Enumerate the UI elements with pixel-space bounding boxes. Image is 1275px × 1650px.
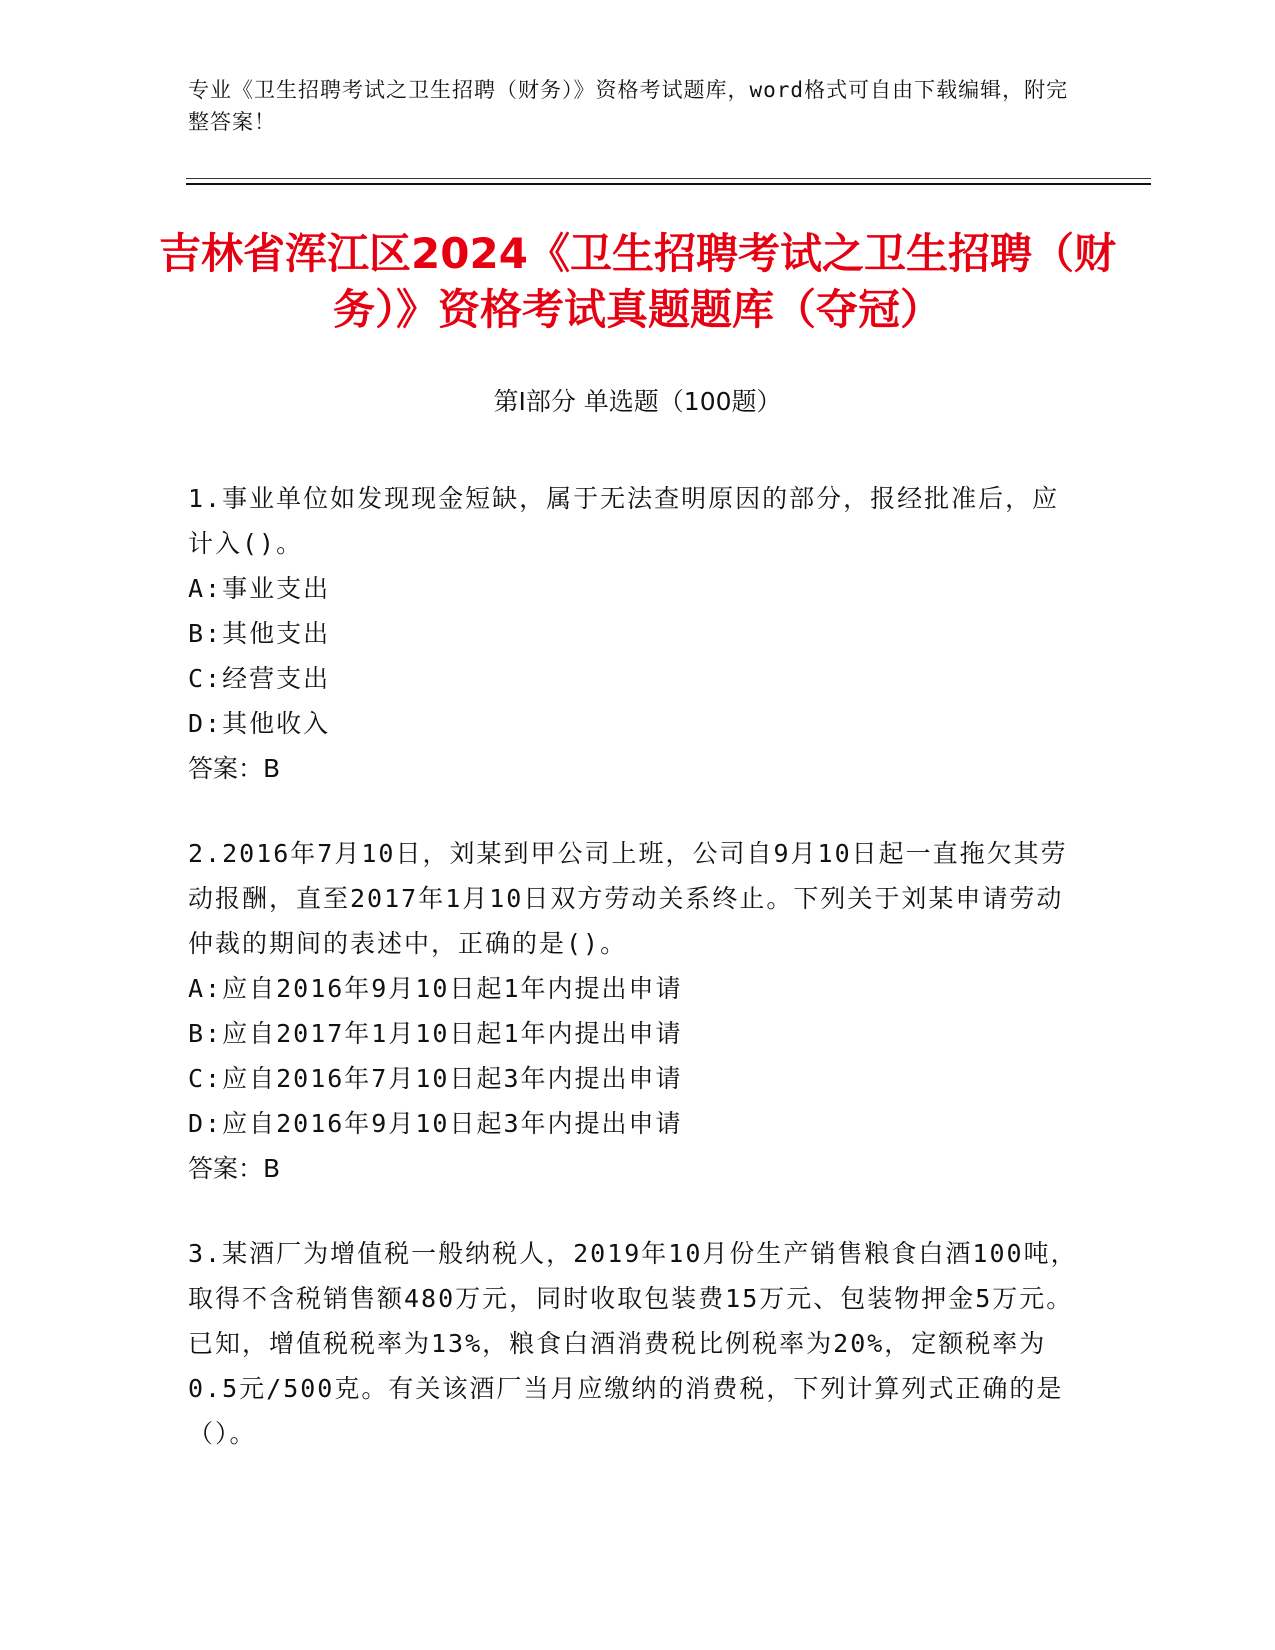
option-c: C:应自2016年7月10日起3年内提出申请 xyxy=(188,1064,683,1093)
header-divider-thick xyxy=(186,183,1151,185)
question-answer: 答案：B xyxy=(188,754,281,783)
document-title: 吉林省浑江区2024《卫生招聘考试之卫生招聘（财务）》资格考试真题题库（夺冠） xyxy=(159,229,1116,334)
option-a: A:事业支出 xyxy=(188,574,331,603)
option-b: B:其他支出 xyxy=(188,619,331,648)
question-1 xyxy=(188,476,1078,791)
question-list xyxy=(188,476,1078,1496)
option-b: B:应自2017年1月10日起1年内提出申请 xyxy=(188,1019,683,1048)
question-stem: 3.某酒厂为增值税一般纳税人，2019年10月份生产销售粮食白酒100吨，取得不含税销售额480万元，同时收取包装费15万元、包装物押金5万元。已知，增值税税率为13%，粮食白酒消费税比例税率为20%，定额税率为0.5元/500克。有关该酒厂当月应缴纳的消费税，下列计算列式正确的是（）。 xyxy=(188,1239,1078,1448)
question-stem: 2.2016年7月10日，刘某到甲公司上班，公司自9月10日起一直拖欠其劳动报酬，直至2017年1月10日双方劳动关系终止。下列关于刘某申请劳动仲裁的期间的表述中，正确的是()。 xyxy=(188,839,1068,958)
option-a: A:应自2016年9月10日起1年内提出申请 xyxy=(188,974,683,1003)
option-c: C:经营支出 xyxy=(188,664,331,693)
question-2 xyxy=(188,831,1078,1191)
section-title: 第I部分 单选题（100题） xyxy=(493,387,782,416)
question-answer: 答案：B xyxy=(188,1154,281,1183)
header-divider-thin xyxy=(186,178,1151,179)
header-note: 专业《卫生招聘考试之卫生招聘（财务）》资格考试题库，word格式可自由下载编辑，附完整答案！ xyxy=(188,78,1069,134)
option-d: D:其他收入 xyxy=(188,709,331,738)
question-stem: 1.事业单位如发现现金短缺，属于无法查明原因的部分，报经批准后，应计入()。 xyxy=(188,484,1060,558)
option-d: D:应自2016年9月10日起3年内提出申请 xyxy=(188,1109,683,1138)
question-3 xyxy=(188,1231,1078,1456)
